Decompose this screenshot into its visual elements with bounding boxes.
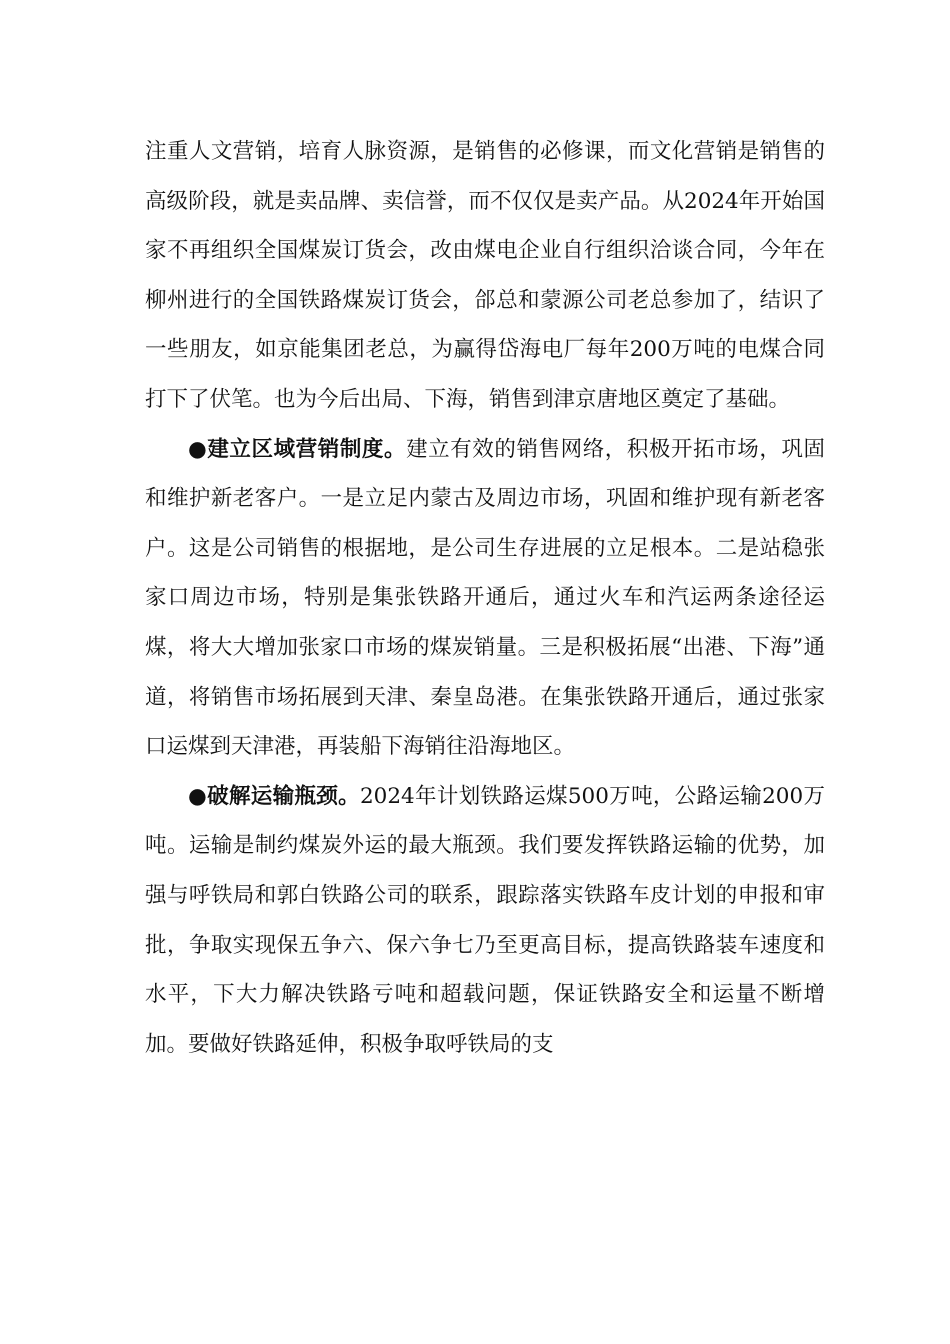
paragraph-1-text: 注重人文营销，培育人脉资源，是销售的必修课，而文化营销是销售的高级阶段，就是卖品牌、卖信誉，而不仅仅是卖产品。从2024年开始国家不再组织全国煤炭订货会，改由煤电企业自行组织洽谈合同，今年在柳州进行的全国铁路煤炭订货会，郃总和蒙源公司老总参加了，结识了一些朋友，如京能集团老总，为赢得岱海电厂每年200万吨的电煤合同打下了伏笔。也为今后出局、下海，销售到津京唐地区奠定了基础。 (145, 139, 825, 412)
paragraph-2 (145, 425, 825, 772)
bullet-icon: ● (188, 436, 208, 462)
paragraph-3-text: 2024年计划铁路运煤500万吨，公路运输200万吨。运输是制约煤炭外运的最大瓶颈。我们要发挥铁路运输的优势，加强与呼铁局和郭白铁路公司的联系，跟踪落实铁路车皮计划的申报和审批，争取实现保五争六、保六争七乃至更高目标，提高铁路装车速度和水平，下大力解决铁路亏吨和超载问题，保证铁路安全和运量不断增加。要做好铁路延伸，积极争取呼铁局的支 (145, 783, 825, 1057)
document-body (145, 127, 825, 1069)
paragraph-1 (145, 127, 825, 425)
paragraph-3 (145, 772, 825, 1070)
paragraph-2-heading: 建立区域营销制度。 (207, 436, 407, 462)
paragraph-3-heading: 破解运输瓶颈。 (207, 783, 360, 809)
bullet-icon: ● (188, 783, 208, 809)
paragraph-2-text: 建立有效的销售网络，积极开拓市场，巩固和维护新老客户。一是立足内蒙古及周边市场，巩固和维护现有新老客户。这是公司销售的根据地，是公司生存进展的立足根本。二是站稳张家口周边市场，特别是集张铁路开通后，通过火车和汽运两条途径运煤，将大大增加张家口市场的煤炭销量。三是积极拓展“出港、下海”通道，将销售市场拓展到天津、秦皇岛港。在集张铁路开通后，通过张家口运煤到天津港，再装船下海销往沿海地区。 (145, 436, 825, 760)
